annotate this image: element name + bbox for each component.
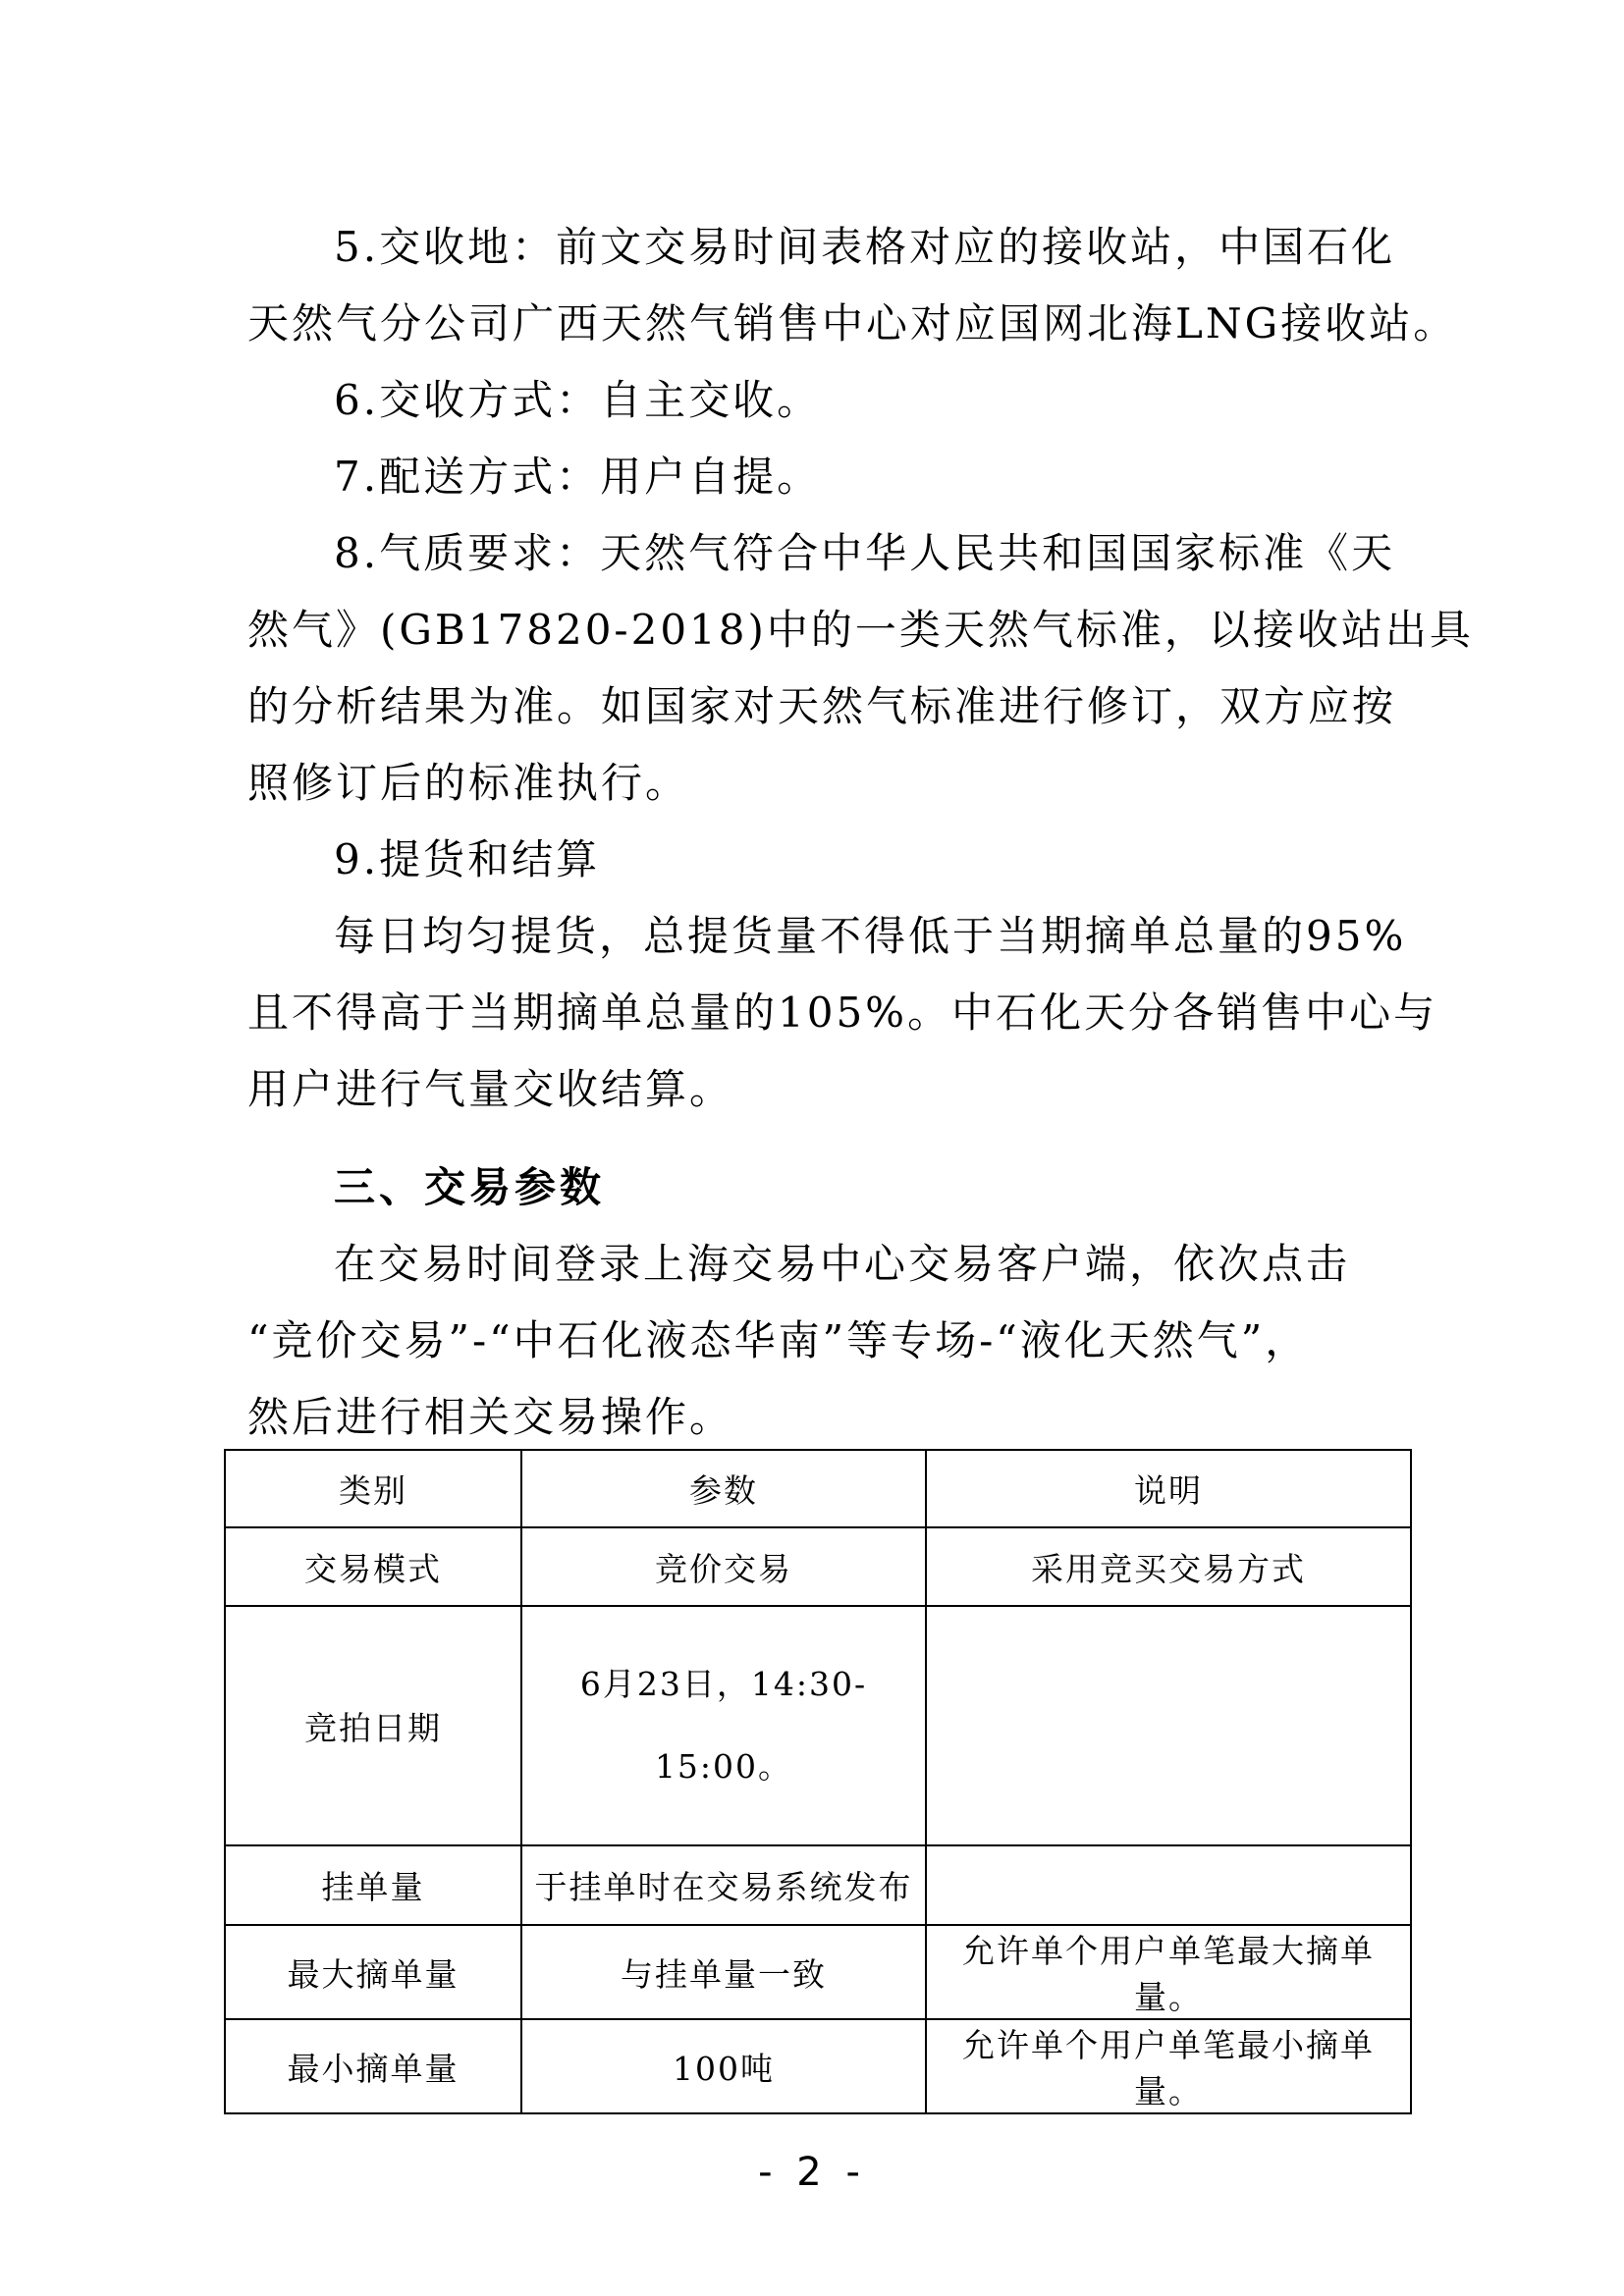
section-3-intro-line-3: 然后进行相关交易操作。: [247, 1393, 734, 1441]
table-row: [225, 2019, 1411, 2113]
row-note: 允许单个用户单笔最小摘单量。: [926, 2019, 1411, 2113]
table-row: [225, 1845, 1411, 1925]
section-3-intro-line-1: 在交易时间登录上海交易中心交易客户端，依次点击: [334, 1240, 1351, 1288]
row-category: 最大摘单量: [225, 1925, 521, 2019]
item-5-line-2: 天然气分公司广西天然气销售中心对应国网北海LNG接收站。: [247, 299, 1458, 347]
header-note: 说明: [926, 1450, 1411, 1527]
item-8-line-4: 照修订后的标准执行。: [247, 759, 690, 807]
item-6: 6.交收方式：自主交收。: [334, 376, 822, 424]
table-row: [225, 1606, 1411, 1845]
page-number: - 2 -: [758, 2150, 866, 2195]
header-parameter: 参数: [521, 1450, 926, 1527]
row-note: 采用竞买交易方式: [926, 1527, 1411, 1606]
row-category: 竞拍日期: [225, 1606, 521, 1845]
row-category: 最小摘单量: [225, 2019, 521, 2113]
row-note: [926, 1606, 1411, 1845]
item-9-body-line-2: 且不得高于当期摘单总量的105%。中石化天分各销售中心与: [247, 988, 1438, 1037]
row-category: 挂单量: [225, 1845, 521, 1925]
table-header-row: [225, 1450, 1411, 1527]
row-parameter: 100吨: [521, 2019, 926, 2113]
row-parameter: 于挂单时在交易系统发布: [521, 1845, 926, 1925]
row-note: [926, 1845, 1411, 1925]
item-8-line-2: 然气》(GB17820-2018)中的一类天然气标准，以接收站出具: [247, 606, 1474, 654]
item-9-body-line-3: 用户进行气量交收结算。: [247, 1065, 734, 1113]
table-row: [225, 1527, 1411, 1606]
section-3-heading: 三、交易参数: [334, 1163, 606, 1211]
row-parameter: 与挂单量一致: [521, 1925, 926, 2019]
item-8-line-3: 的分析结果为准。如国家对天然气标准进行修订，双方应按: [247, 682, 1397, 730]
row-parameter: [521, 1606, 926, 1845]
row-category: 交易模式: [225, 1527, 521, 1606]
row-note: 允许单个用户单笔最大摘单量。: [926, 1925, 1411, 2019]
auction-date-line-2: 15:00。: [654, 1747, 793, 1786]
auction-date-line-1: 6月23日，14:30-: [579, 1665, 868, 1703]
item-8-line-1: 8.气质要求：天然气符合中华人民共和国国家标准《天: [334, 529, 1396, 577]
section-3-intro-line-2: “竞价交易”-“中石化液态华南”等专场-“液化天然气”，: [247, 1316, 1310, 1364]
trading-parameters-table: [224, 1449, 1412, 2114]
item-5-line-1: 5.交收地：前文交易时间表格对应的接收站，中国石化: [334, 223, 1396, 271]
item-7: 7.配送方式：用户自提。: [334, 453, 822, 501]
item-9-title: 9.提货和结算: [334, 835, 601, 883]
header-category: 类别: [225, 1450, 521, 1527]
table-row: [225, 1925, 1411, 2019]
row-parameter: 竞价交易: [521, 1527, 926, 1606]
item-9-body-line-1: 每日均匀提货，总提货量不得低于当期摘单总量的95%: [334, 912, 1407, 960]
